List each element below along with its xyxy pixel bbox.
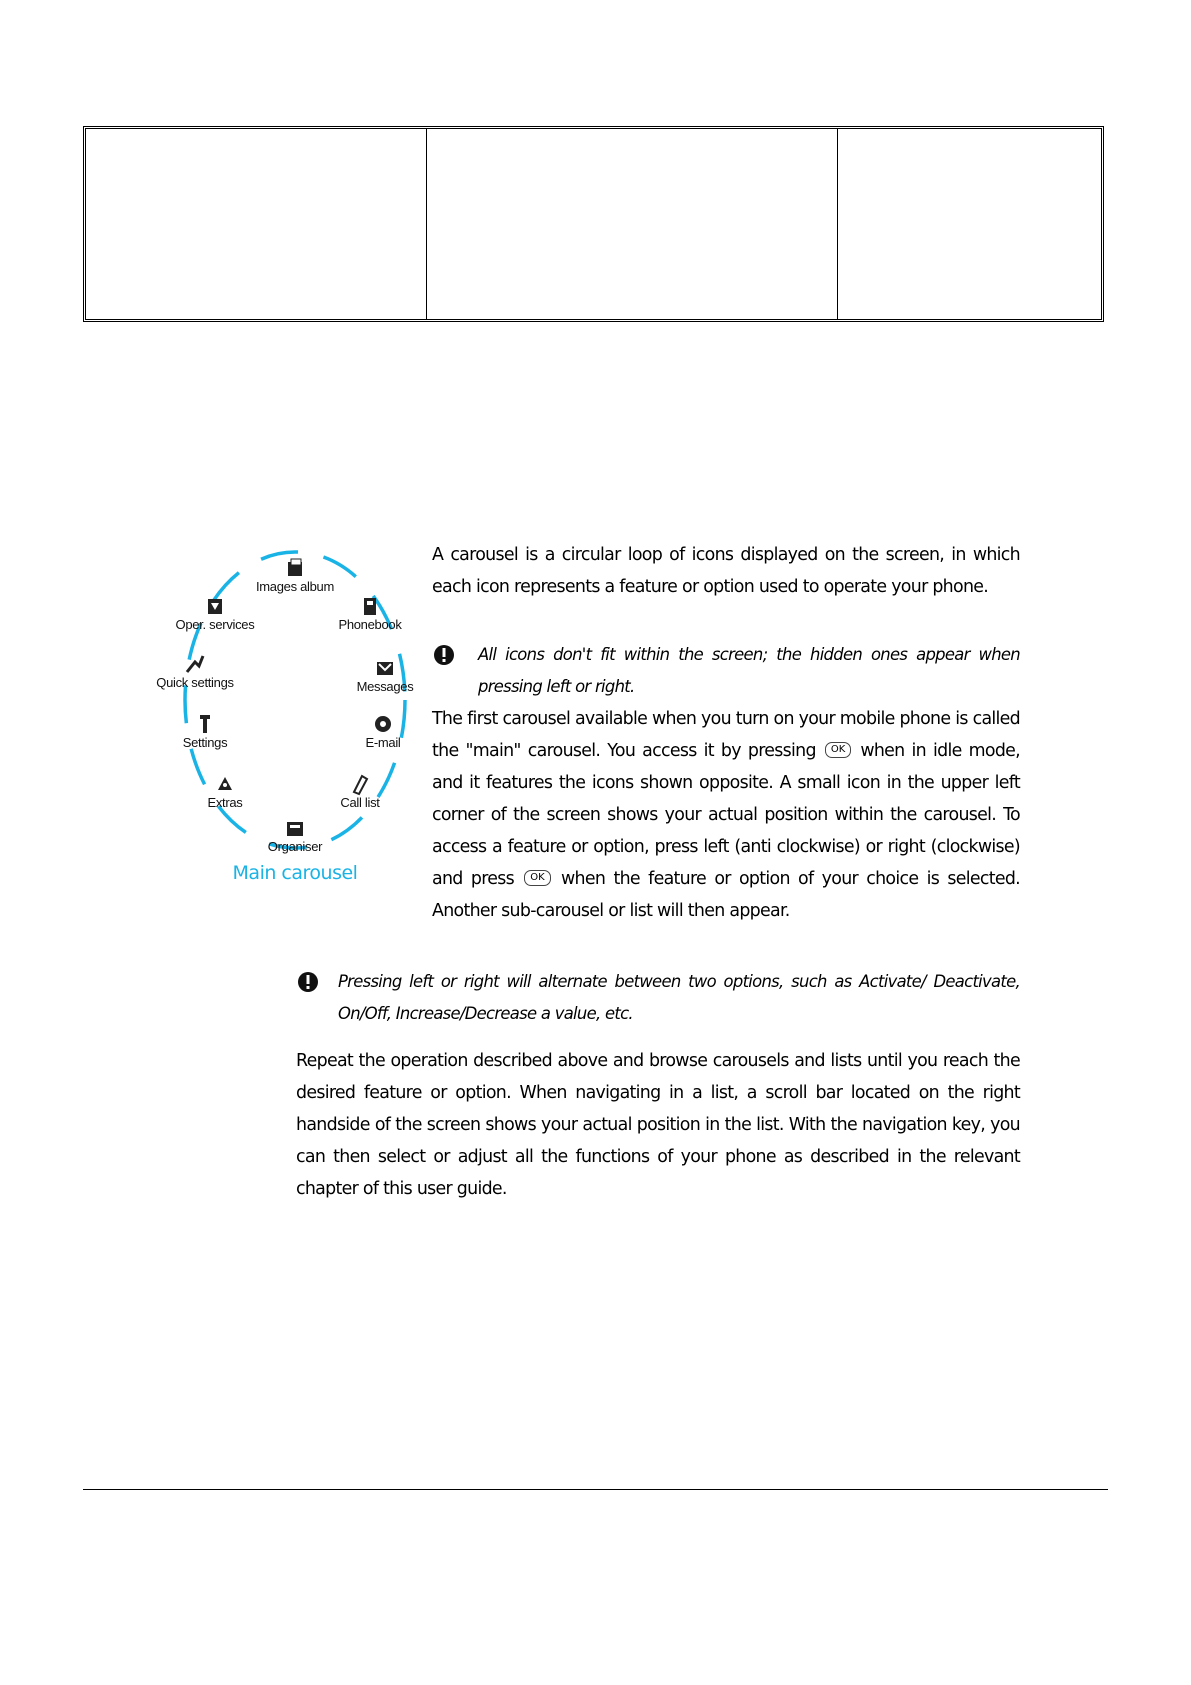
carousel-item-settings: Settings [150,712,260,750]
footer-divider [83,1489,1108,1490]
carousel-item-messages: Messages [330,656,440,694]
diagram-caption: Main carousel [232,862,358,884]
quick-settings-icon [183,652,207,676]
phonebook-icon [358,594,382,618]
images-album-icon [283,556,307,580]
header-table-divider [426,129,427,319]
header-table [83,126,1104,322]
carousel-item-oper-services: Oper. services [160,594,270,632]
email-icon [371,712,395,736]
note-text: All icons don't fit within the screen; the hidden ones appear when pressing left or right. [478,645,1020,696]
carousel-item-call-list: Call list [305,772,415,810]
carousel-item-organiser: Organiser [240,816,350,854]
warning-note-icon [432,643,456,667]
settings-icon [193,712,217,736]
main-carousel-diagram [150,540,440,900]
carousel-item-images-album: Images album [240,556,350,594]
carousel-item-quick-settings: Quick settings [140,652,250,690]
operator-services-icon [203,594,227,618]
carousel-item-extras: Extras [170,772,280,810]
paragraph-main-carousel: The first carousel available when you turn on your mobile phone is called the "main" carousel. You access it by pressing OK when in idle mode, and it features the icons shown opposite. A small icon in the upper left corner of the screen shows your actual position within the carousel. To access a feature or option, press left (anti clockwise) or right (clockwise) and press OK when the feature or option of your choice is selected. Another sub-carousel or list will then appear. [432,709,1021,921]
extras-icon [213,772,237,796]
carousel-item-phonebook: Phonebook [315,594,425,632]
organiser-icon [283,816,307,840]
note-alternate-options [296,966,1020,1030]
call-list-icon [348,772,372,796]
carousel-item-email: E-mail [328,712,438,750]
paragraph-carousel-definition: A carousel is a circular loop of icons displayed on the screen, in which each icon represents a feature or option used to operate your phone. [432,545,1020,597]
ok-key-icon: OK [524,870,550,886]
paragraph-navigation: Repeat the operation described above and browse carousels and lists until you reach the desired feature or option. When navigating in a list, a scroll bar located on the right handside of the screen shows your actual position in the list. With the navigation key, you can then select or adjust all the functions of your phone as described in the relevant chapter of this user guide. [296,1051,1020,1199]
ok-key-icon: OK [825,742,851,758]
header-table-divider [837,129,838,319]
messages-icon [373,656,397,680]
note-text: Pressing left or right will alternate between two options, such as Activate/ Deactivate, On/Off, Increase/Decrease a value, etc. [338,972,1020,1023]
note-hidden-icons [432,639,1020,703]
warning-note-icon [296,970,320,994]
